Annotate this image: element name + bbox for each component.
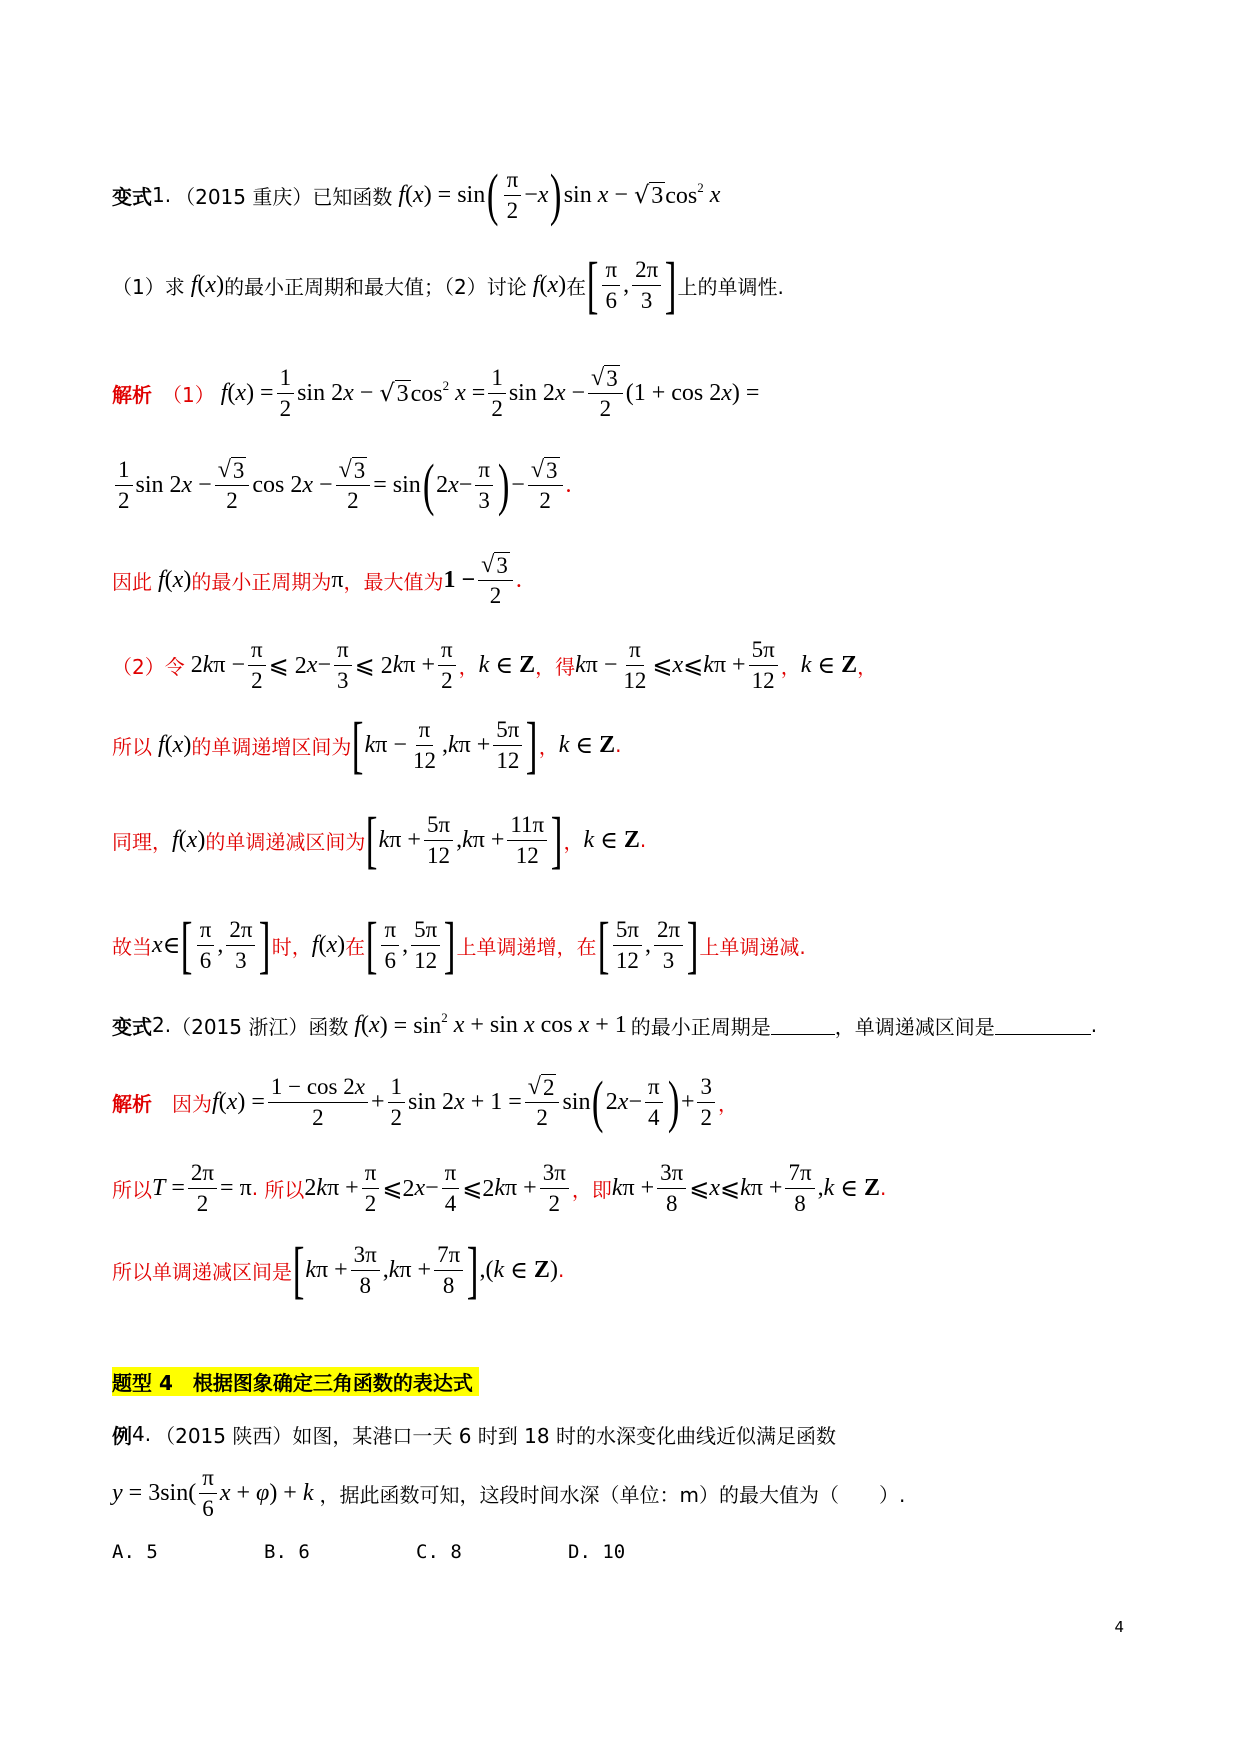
choice-d[interactable]: D. 10 xyxy=(568,1541,626,1563)
variant-2-blank-2[interactable] xyxy=(995,1016,1091,1035)
solution-2-text-a: 因为 xyxy=(172,1091,212,1116)
solution-1-part-2: （2）令 2 k π − $\frac{\pi}{2}$ ⩽ 2 x − $\frac{\pi}{3}$ ⩽ 2 k π + $\frac{\pi}{2}$ ， k ∈ Z ，得 k π − $\frac{\pi}{12}$ ⩽ x ⩽ k π + $\frac{5\pi}{12}$ ， k ∈ Z ， xyxy=(112,637,878,693)
solution-1-period: 因此 f ( x ) 的最小正周期为 π ，最大值为 1 − √ 3 2 . xyxy=(112,551,522,609)
solution-1-period-text1: 因此 xyxy=(112,569,152,594)
solution-1-line-1: 解析 （1） f ( x ) = $\frac{1}{2}$ sin 2 x − √ 3 $\cos^2$ x = $\frac{1}{2}$ sin 2 x − √ 3 2 (1 + cos 2 x ) = xyxy=(112,364,760,422)
solution-1-label: 解析 xyxy=(112,382,152,407)
example-4-statement xyxy=(112,1414,1160,1454)
variant-2-number: 2. xyxy=(152,1013,172,1037)
solution-1-dec-text1: 同理， xyxy=(112,829,172,854)
section-heading xyxy=(112,1364,1160,1398)
section-title: 题型 4 根据图象确定三角函数的表达式 xyxy=(112,1367,479,1396)
solution-2-period-text1: 所以 xyxy=(112,1177,152,1202)
variant-2-text-c: ，单调递减区间是 xyxy=(834,1014,995,1039)
variant-2-text-d: . xyxy=(1090,1013,1098,1037)
variant-2-blank-1[interactable] xyxy=(771,1016,835,1035)
solution-1-final-text5: 上单调递减. xyxy=(699,934,806,959)
solution-1-inc-text2: 的单调递增区间为 xyxy=(191,734,352,759)
example-4-number: 4. xyxy=(132,1422,152,1446)
solution-1-decreasing: 同理， f ( x ) 的单调递减区间为 [ k π + $\frac{5\pi}{12}$ , k π + $\frac{11\pi}{12}$ ] ， k ∈ Z . xyxy=(112,804,647,875)
solution-2-line-3: 所以单调递减区间是 [ k π + $\frac{3\pi}{8}$ , k π + $\frac{7\pi}{8}$ ] ,( k ∈ Z ) . xyxy=(112,1234,565,1305)
variant-1-label: 变式 xyxy=(112,184,152,209)
solution-1-increasing: 所以 f ( x ) 的单调递增区间为 [ k π − $\frac{\pi}{12}$ , k π + $\frac{5\pi}{12}$ ] ， k ∈ Z . xyxy=(112,709,622,780)
variant-1-part-text2: 的最小正周期和最大值；（2）讨论 xyxy=(224,274,527,299)
example-4-text-a: （2015 陕西）如图，某港口一天 6 时到 18 时的水深变化曲线近似满足函数 xyxy=(155,1423,836,1448)
solution-2-line-1: 解析 因为 f ( x ) = $\frac{1 - \cos 2x}{2}$ + $\frac{1}{2}$ sin 2 x + 1 = √ 2 2 sin ( 2 x − $\frac{\pi}{4}$ ) + $\frac{3}{2}$ ， xyxy=(112,1069,738,1134)
solution-1-line-2: $\frac{1}{2}$ sin 2 x − √ 3 2 cos 2 x − √ 3 2 = sin ( 2 x − $\frac{\pi}{3}$ ) − √ 3 2 . xyxy=(112,440,1160,530)
variant-1-question: （1）求 f ( x ) 的最小正周期和最大值；（2）讨论 f ( x ) 在 [ $\frac{\pi}{6}$ , $\frac{2\pi}{3}$ ] 上的单调性. xyxy=(112,249,784,320)
variant-1-number: 1. xyxy=(152,183,172,207)
example-4-label: 例 xyxy=(112,1423,132,1448)
solution-2-dec-text: 所以单调递减区间是 xyxy=(112,1259,292,1284)
variant-1-statement: 变式 1. （2015 重庆）已知函数 f ( x ) = sin ( $\frac{\pi}{2}$ − x ) sin x − √ 3 $\cos^2$ x xyxy=(112,162,721,227)
choice-b[interactable]: B. 6 xyxy=(264,1541,310,1563)
solution-1-dec-text2: 的单调递减区间为 xyxy=(205,829,366,854)
example-4-choices xyxy=(112,1532,1160,1572)
solution-1-final-text3: 在 xyxy=(345,934,366,959)
solution-1-final-text2: 时， xyxy=(271,934,312,959)
variant-2-source: （2015 浙江）函数 xyxy=(171,1014,349,1039)
variant-2-statement: 变式 2. （2015 浙江）函数 f ( x ) = $\sin^2$ x + sin x cos x + 1 的最小正周期是 ，单调递减区间是 . xyxy=(112,1010,1098,1039)
solution-1-period-text2: 的最小正周期为 xyxy=(191,569,332,594)
solution-2-line-2: 所以 T = $\frac{2\pi}{2}$ = π . 所以 2 k π + $\frac{\pi}{2}$ ⩽2 x − $\frac{\pi}{4}$ ⩽2 k π + $\frac{3\pi}{2}$ ，即 k π + $\frac{3\pi}{8}$ ⩽ x ⩽ k π + $\frac{7\pi}{8}$ , k ∈ Z . xyxy=(112,1160,887,1216)
variant-2-text-b: 的最小正周期是 xyxy=(630,1014,771,1039)
solution-1-part-1: （1） xyxy=(162,382,215,407)
solution-1-conclusion: 故当 x ∈ [ $\frac{\pi}{6}$ , $\frac{2\pi}{3}$ ] 时， f ( x ) 在 [ $\frac{\pi}{6}$ , $\frac{5\pi}{12}$ ] 上单调递增，在 [ $\frac{5\pi}{12}$ , $\frac{2\pi}{3}$ ] 上单调递减. xyxy=(112,909,806,980)
solution-1-z-text: ，得 xyxy=(535,654,576,679)
solution-1-period-text3: ，最大值为 xyxy=(343,569,444,594)
variant-1-part-text3: 在 xyxy=(566,274,587,299)
variant-1-source: （2015 重庆）已知函数 xyxy=(175,184,393,209)
solution-2-label: 解析 xyxy=(112,1091,152,1116)
choice-c[interactable]: C. 8 xyxy=(416,1541,462,1563)
variant-1-part-text1: （1）求 xyxy=(112,274,185,299)
solution-1-part-2-label: （2）令 xyxy=(112,654,185,679)
variant-1-part-text4: 上的单调性. xyxy=(677,274,784,299)
variant-2-label: 变式 xyxy=(112,1014,152,1039)
example-4-text-b: ，据此函数可知，这段时间水深（单位：m）的最大值为（ ）. xyxy=(319,1482,906,1507)
page-number: 4 xyxy=(1114,1618,1124,1636)
solution-2-period-text2: 所以 xyxy=(264,1177,305,1202)
choice-a[interactable]: A. 5 xyxy=(112,1541,158,1563)
solution-1-final-text4: 上单调递增，在 xyxy=(456,934,597,959)
solution-1-inc-text1: 所以 xyxy=(112,734,152,759)
solution-2-period-text3: ，即 xyxy=(571,1177,612,1202)
example-4-formula: y = 3sin( $\frac{\pi}{6}$ x + φ ) + k ，据此函数可知，这段时间水深（单位：m）的最大值为（ ）. xyxy=(112,1465,906,1521)
solution-1-final-text1: 故当 xyxy=(112,934,152,959)
